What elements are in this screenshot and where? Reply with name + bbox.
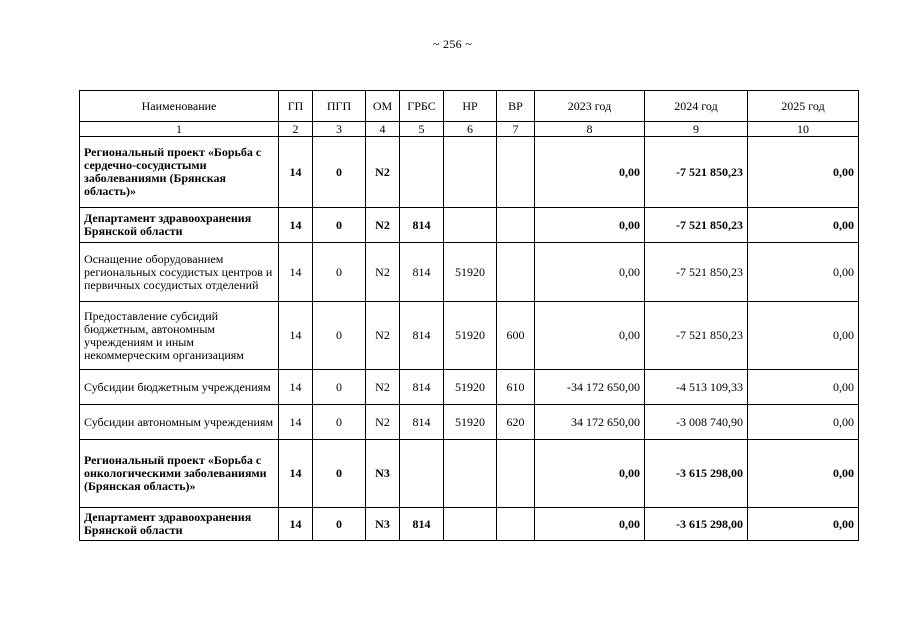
gp-cell: 14 — [279, 243, 313, 302]
column-number: 2 — [279, 122, 313, 137]
header-nr: НР — [444, 91, 497, 122]
amount-2023-cell: -34 172 650,00 — [535, 370, 645, 405]
table-row — [80, 370, 859, 405]
amount-2024-cell: -7 521 850,23 — [645, 208, 748, 243]
column-number: 5 — [400, 122, 444, 137]
nr-cell: 51920 — [444, 243, 497, 302]
column-number: 4 — [366, 122, 400, 137]
pgp-cell: 0 — [313, 137, 366, 208]
gp-cell: 14 — [279, 440, 313, 508]
vr-cell — [497, 508, 535, 541]
amount-2025-cell: 0,00 — [748, 370, 859, 405]
amount-2024-cell: -4 513 109,33 — [645, 370, 748, 405]
vr-cell — [497, 243, 535, 302]
om-cell: N2 — [366, 405, 400, 440]
pgp-cell: 0 — [313, 302, 366, 370]
om-cell: N3 — [366, 440, 400, 508]
om-cell: N3 — [366, 508, 400, 541]
gp-cell: 14 — [279, 405, 313, 440]
amount-2024-cell: -7 521 850,23 — [645, 243, 748, 302]
nr-cell — [444, 508, 497, 541]
nr-cell: 51920 — [444, 370, 497, 405]
vr-cell: 600 — [497, 302, 535, 370]
amount-2025-cell: 0,00 — [748, 440, 859, 508]
nr-cell — [444, 137, 497, 208]
amount-2025-cell: 0,00 — [748, 243, 859, 302]
grbs-cell: 814 — [400, 405, 444, 440]
amount-2025-cell: 0,00 — [748, 508, 859, 541]
header-pgp: ПГП — [313, 91, 366, 122]
pgp-cell: 0 — [313, 370, 366, 405]
table-row — [80, 302, 859, 370]
vr-cell: 620 — [497, 405, 535, 440]
vr-cell — [497, 208, 535, 243]
amount-2023-cell: 34 172 650,00 — [535, 405, 645, 440]
name-cell: Оснащение оборудованием региональных сосудистых центров и первичных сосудистых отделений — [80, 243, 279, 302]
grbs-cell: 814 — [400, 370, 444, 405]
gp-cell: 14 — [279, 370, 313, 405]
header-gp: ГП — [279, 91, 313, 122]
amount-2025-cell: 0,00 — [748, 302, 859, 370]
name-cell: Субсидии автономным учреждениям — [80, 405, 279, 440]
header-2023: 2023 год — [535, 91, 645, 122]
name-cell: Департамент здравоохранения Брянской области — [80, 208, 279, 243]
header-2024: 2024 год — [645, 91, 748, 122]
page-number: ~ 256 ~ — [432, 37, 473, 51]
table-row — [80, 405, 859, 440]
amount-2023-cell: 0,00 — [535, 208, 645, 243]
grbs-cell — [400, 137, 444, 208]
amount-2023-cell: 0,00 — [535, 508, 645, 541]
amount-2023-cell: 0,00 — [535, 137, 645, 208]
nr-cell — [444, 440, 497, 508]
gp-cell: 14 — [279, 508, 313, 541]
name-cell: Субсидии бюджетным учреждениям — [80, 370, 279, 405]
column-number: 3 — [313, 122, 366, 137]
amount-2023-cell: 0,00 — [535, 243, 645, 302]
header-2025: 2025 год — [748, 91, 859, 122]
name-cell: Региональный проект «Борьба с онкологическими заболеваниями (Брянская область)» — [80, 440, 279, 508]
vr-cell — [497, 440, 535, 508]
gp-cell: 14 — [279, 137, 313, 208]
gp-cell: 14 — [279, 208, 313, 243]
amount-2025-cell: 0,00 — [748, 405, 859, 440]
pgp-cell: 0 — [313, 243, 366, 302]
column-number: 8 — [535, 122, 645, 137]
vr-cell — [497, 137, 535, 208]
amount-2024-cell: -3 615 298,00 — [645, 508, 748, 541]
column-number: 1 — [80, 122, 279, 137]
header-om: ОМ — [366, 91, 400, 122]
name-cell: Департамент здравоохранения Брянской области — [80, 508, 279, 541]
om-cell: N2 — [366, 208, 400, 243]
nr-cell — [444, 208, 497, 243]
pgp-cell: 0 — [313, 440, 366, 508]
amount-2023-cell: 0,00 — [535, 302, 645, 370]
grbs-cell: 814 — [400, 302, 444, 370]
header-vr: ВР — [497, 91, 535, 122]
table-row — [80, 137, 859, 208]
amount-2025-cell: 0,00 — [748, 208, 859, 243]
column-number: 9 — [645, 122, 748, 137]
amount-2024-cell: -3 615 298,00 — [645, 440, 748, 508]
om-cell: N2 — [366, 243, 400, 302]
column-number: 10 — [748, 122, 859, 137]
amount-2023-cell: 0,00 — [535, 440, 645, 508]
amount-2024-cell: -7 521 850,23 — [645, 137, 748, 208]
om-cell: N2 — [366, 302, 400, 370]
amount-2024-cell: -3 008 740,90 — [645, 405, 748, 440]
column-number: 7 — [497, 122, 535, 137]
grbs-cell: 814 — [400, 508, 444, 541]
name-cell: Региональный проект «Борьба с сердечно-сосудистыми заболеваниями (Брянская область)» — [80, 137, 279, 208]
budget-table — [79, 90, 859, 541]
column-number-row — [80, 122, 859, 137]
table-row — [80, 508, 859, 541]
grbs-cell: 814 — [400, 208, 444, 243]
header-grbs: ГРБС — [400, 91, 444, 122]
amount-2025-cell: 0,00 — [748, 137, 859, 208]
om-cell: N2 — [366, 137, 400, 208]
name-cell: Предоставление субсидий бюджетным, автономным учреждениям и иным некоммерческим организациям — [80, 302, 279, 370]
table-row — [80, 243, 859, 302]
column-number: 6 — [444, 122, 497, 137]
nr-cell: 51920 — [444, 302, 497, 370]
pgp-cell: 0 — [313, 508, 366, 541]
pgp-cell: 0 — [313, 208, 366, 243]
grbs-cell — [400, 440, 444, 508]
nr-cell: 51920 — [444, 405, 497, 440]
header-name: Наименование — [80, 91, 279, 122]
vr-cell: 610 — [497, 370, 535, 405]
pgp-cell: 0 — [313, 405, 366, 440]
amount-2024-cell: -7 521 850,23 — [645, 302, 748, 370]
om-cell: N2 — [366, 370, 400, 405]
table-row — [80, 208, 859, 243]
grbs-cell: 814 — [400, 243, 444, 302]
table-row — [80, 440, 859, 508]
header-row — [80, 91, 859, 122]
gp-cell: 14 — [279, 302, 313, 370]
